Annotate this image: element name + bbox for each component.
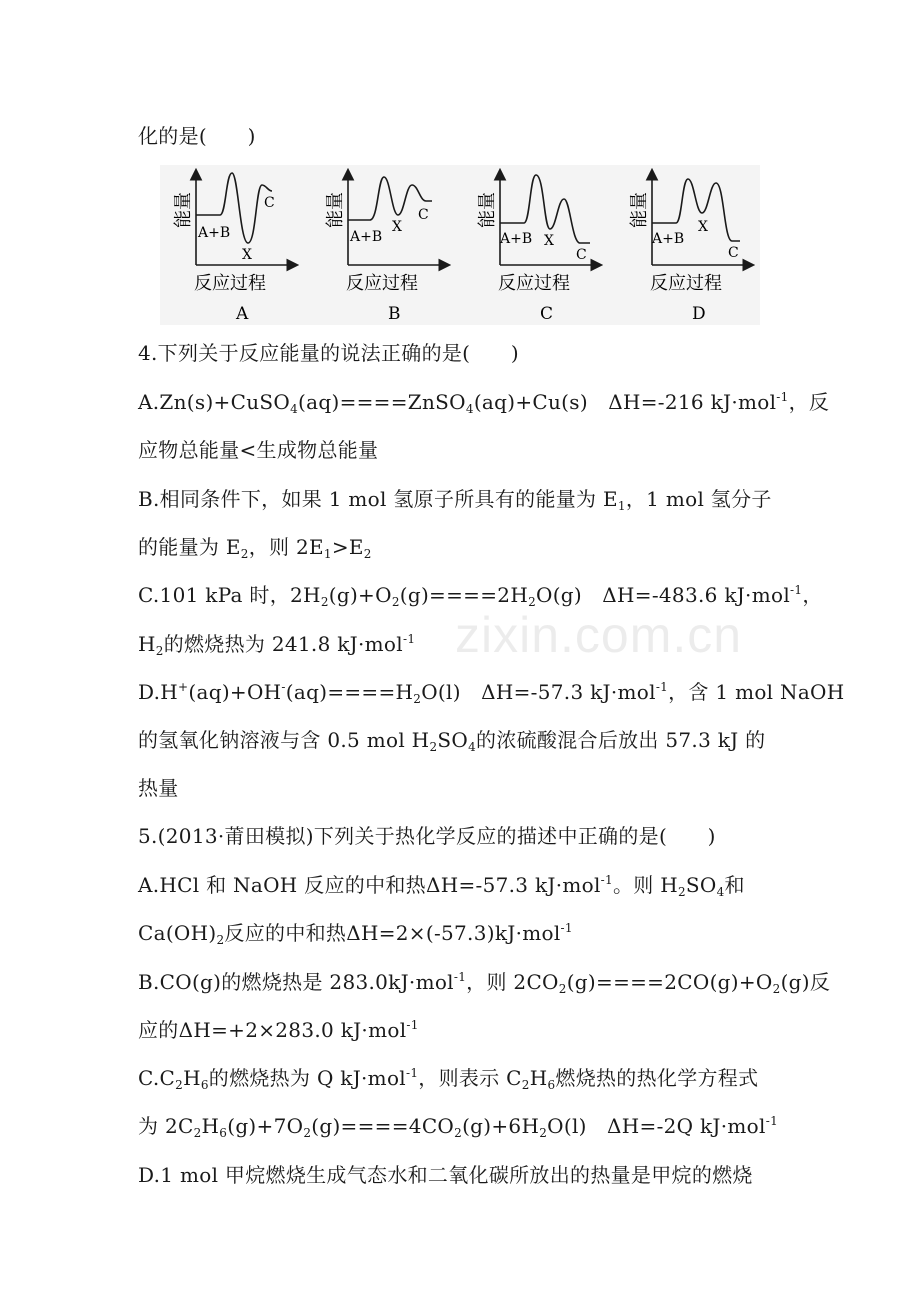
panel-a-x-label: 反应过程 bbox=[194, 273, 266, 294]
panel-c-product: C bbox=[576, 247, 587, 263]
panel-d-letter: D bbox=[692, 304, 706, 324]
q4-option-c-line1: C.101 kPa 时，$2H_2(g)+O_2(g)====2H_2O(g)$ ΔH=-483.6 kJ·mol$^{-1}$， bbox=[138, 583, 823, 609]
q5-option-b-line2: 应的ΔH=+2×283.0 kJ·mol$^{-1}$ bbox=[138, 1018, 419, 1042]
q4-option-b-line1: B.相同条件下，如果 1 mol 氢原子所具有的能量为 $E_1$，1 mol 氢分子 bbox=[138, 487, 772, 513]
q4-option-a-line1: A.Zn(s)+CuSO$_4$(aq)====ZnSO$_4$(aq)+Cu(s) ΔH=-216 kJ·mol$^{-1}$，反 bbox=[138, 390, 830, 416]
q4-option-d-line2: 的氢氧化钠溶液与含 0.5 mol $H_2SO_4$的浓硫酸混合后放出 57.3 kJ 的 bbox=[138, 728, 766, 754]
panel-c-intermediate: X bbox=[544, 233, 554, 249]
panel-b-letter: B bbox=[388, 304, 401, 324]
panel-d-product: C bbox=[728, 245, 739, 261]
q4-option-d-line1: $D.H^+(aq)+OH^-(aq)====H_2O(l)$ ΔH=-57.3 kJ·mol$^{-1}$，含 1 mol NaOH bbox=[138, 680, 845, 706]
panel-d-reactant: A+B bbox=[652, 231, 685, 247]
intro-line bbox=[138, 122, 256, 150]
q5-option-b-line1: B.CO(g)的燃烧热是 283.0kJ·mol$^{-1}$，则 $2CO_2(g)====2CO(g)+O_2(g)$反 bbox=[138, 970, 831, 996]
q4-stem bbox=[138, 339, 519, 367]
panel-a-y-label: 能量 bbox=[173, 192, 194, 228]
q5-option-a-line1: A.HCl 和 NaOH 反应的中和热ΔH=-57.3 kJ·mol$^{-1}$。则 $H_2SO_4$和 bbox=[138, 873, 745, 899]
q4-option-c-line2: $H_2$的燃烧热为 241.8 kJ·mol$^{-1}$ bbox=[138, 632, 416, 658]
panel-b-y-label: 能量 bbox=[325, 192, 346, 228]
panel-c-letter: C bbox=[540, 304, 554, 324]
panel-a-letter: A bbox=[236, 304, 249, 324]
q5-option-c-line2: 为 $2C_2H_6(g)+7O_2(g)====4CO_2(g)+6H_2O(l)$ ΔH=-2Q kJ·mol$^{-1}$ bbox=[138, 1114, 779, 1140]
panel-c-x-label: 反应过程 bbox=[498, 273, 570, 294]
q4-option-d-line3: 热量 bbox=[138, 776, 179, 800]
q4-option-a-line2: 应物总能量<生成物总能量 bbox=[138, 438, 379, 462]
q5-option-a-line2: $Ca(OH)_2$反应的中和热ΔH=2×(-57.3)kJ·mol$^{-1}$ bbox=[138, 921, 573, 947]
panel-c-y-label: 能量 bbox=[477, 192, 498, 228]
energy-diagrams-figure bbox=[160, 165, 760, 325]
panel-d-y-label: 能量 bbox=[629, 192, 650, 228]
q5-stem-text: 5.(2013·莆田模拟)下列关于热化学反应的描述中正确的是( ) bbox=[138, 824, 716, 848]
panel-b-reactant: A+B bbox=[350, 229, 383, 245]
watermark: zixin.com.cn bbox=[455, 607, 743, 663]
panel-a-intermediate: X bbox=[242, 247, 252, 263]
panel-b-x-label: 反应过程 bbox=[346, 273, 418, 294]
panel-a-reactant: A+B bbox=[198, 225, 231, 241]
panel-a-product: C bbox=[264, 195, 275, 211]
q5-option-c-line1: $C.C_2H_6$的燃烧热为 Q kJ·mol$^{-1}$，则表示 $C_2H_6$燃烧热的热化学方程式 bbox=[138, 1066, 759, 1092]
q4-option-b-line2: 的能量为 $E_2$，则 $2E_1>E_2$ bbox=[138, 535, 372, 561]
energy-diagrams-svg bbox=[160, 165, 760, 325]
q5-option-d-line1: D.1 mol 甲烷燃烧生成气态水和二氧化碳所放出的热量是甲烷的燃烧 bbox=[138, 1163, 753, 1187]
q4-stem-text: 4.下列关于反应能量的说法正确的是( ) bbox=[138, 341, 519, 365]
q5-stem bbox=[138, 822, 716, 850]
panel-d-intermediate: X bbox=[698, 219, 708, 235]
intro-text: 化的是( ) bbox=[138, 124, 256, 148]
panel-b-product: C bbox=[418, 207, 429, 223]
panel-b-intermediate: X bbox=[392, 219, 402, 235]
panel-d-x-label: 反应过程 bbox=[650, 273, 722, 294]
panel-c-reactant: A+B bbox=[500, 231, 533, 247]
